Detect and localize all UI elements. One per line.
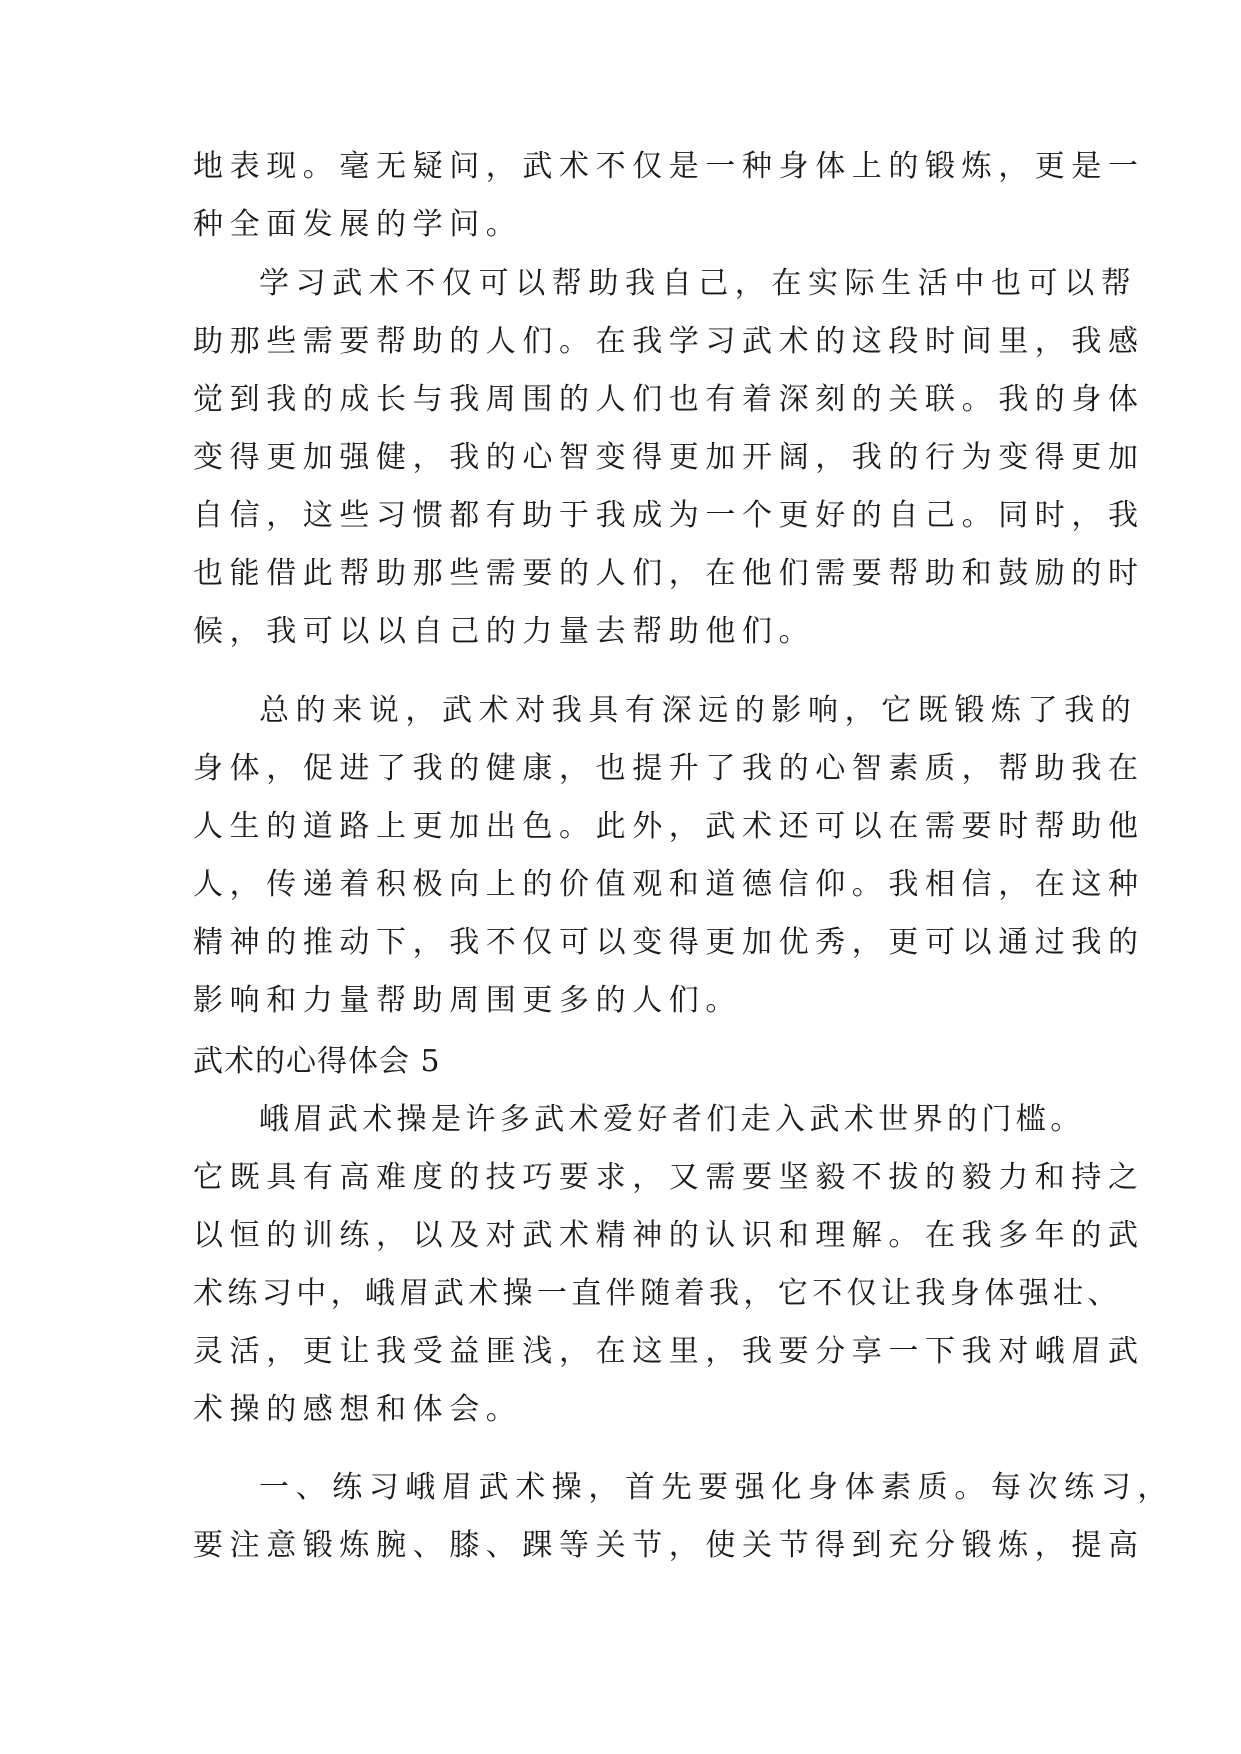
text-line: 以恒的训练，以及对武术精神的认识和理解。在我多年的武 xyxy=(193,1218,1145,1253)
text-line: 也能借此帮助那些需要的人们，在他们需要帮助和鼓励的时 xyxy=(193,556,1145,591)
text-line: 它既具有高难度的技巧要求，又需要坚毅不拔的毅力和持之 xyxy=(193,1160,1145,1195)
text-line: 要注意锻炼腕、膝、踝等关节，使关节得到充分锻炼，提高 xyxy=(193,1528,1145,1563)
text-line: 助那些需要帮助的人们。在我学习武术的这段时间里，我感 xyxy=(193,324,1145,359)
text-line: 人生的道路上更加出色。此外，武术还可以在需要时帮助他 xyxy=(193,809,1145,844)
text-line: 自信，这些习惯都有助于我成为一个更好的自己。同时，我 xyxy=(193,498,1145,533)
section-heading: 武术的心得体会 5 xyxy=(193,1044,441,1079)
text-line: 精神的推动下，我不仅可以变得更加优秀，更可以通过我的 xyxy=(193,925,1145,960)
text-line: 变得更加强健，我的心智变得更加开阔，我的行为变得更加 xyxy=(193,440,1145,475)
text-line: 觉到我的成长与我周围的人们也有着深刻的关联。我的身体 xyxy=(193,382,1145,417)
text-line: 影响和力量帮助周围更多的人们。 xyxy=(193,983,742,1018)
text-line: 身体，促进了我的健康，也提升了我的心智素质，帮助我在 xyxy=(193,751,1145,786)
text-line: 地表现。毫无疑问，武术不仅是一种身体上的锻炼，更是一 xyxy=(193,149,1145,184)
text-line: 人，传递着积极向上的价值观和道德信仰。我相信，在这种 xyxy=(193,867,1145,902)
text-line: 学习武术不仅可以帮助我自己，在实际生活中也可以帮 xyxy=(259,266,1138,301)
text-line: 灵活，更让我受益匪浅，在这里，我要分享一下我对峨眉武 xyxy=(193,1334,1145,1369)
text-line: 峨眉武术操是许多武术爱好者们走入武术世界的门槛。 xyxy=(259,1102,1085,1137)
text-line: 一、练习峨眉武术操，首先要强化身体素质。每次练习， xyxy=(259,1470,1174,1505)
text-line: 术练习中，峨眉武术操一直伴随着我，它不仅让我身体强壮、 xyxy=(193,1276,1122,1311)
text-line: 总的来说，武术对我具有深远的影响，它既锻炼了我的 xyxy=(259,693,1138,728)
text-line: 种全面发展的学问。 xyxy=(193,207,523,242)
text-line: 术操的感想和体会。 xyxy=(193,1392,523,1427)
text-line: 候，我可以以自己的力量去帮助他们。 xyxy=(193,614,816,649)
